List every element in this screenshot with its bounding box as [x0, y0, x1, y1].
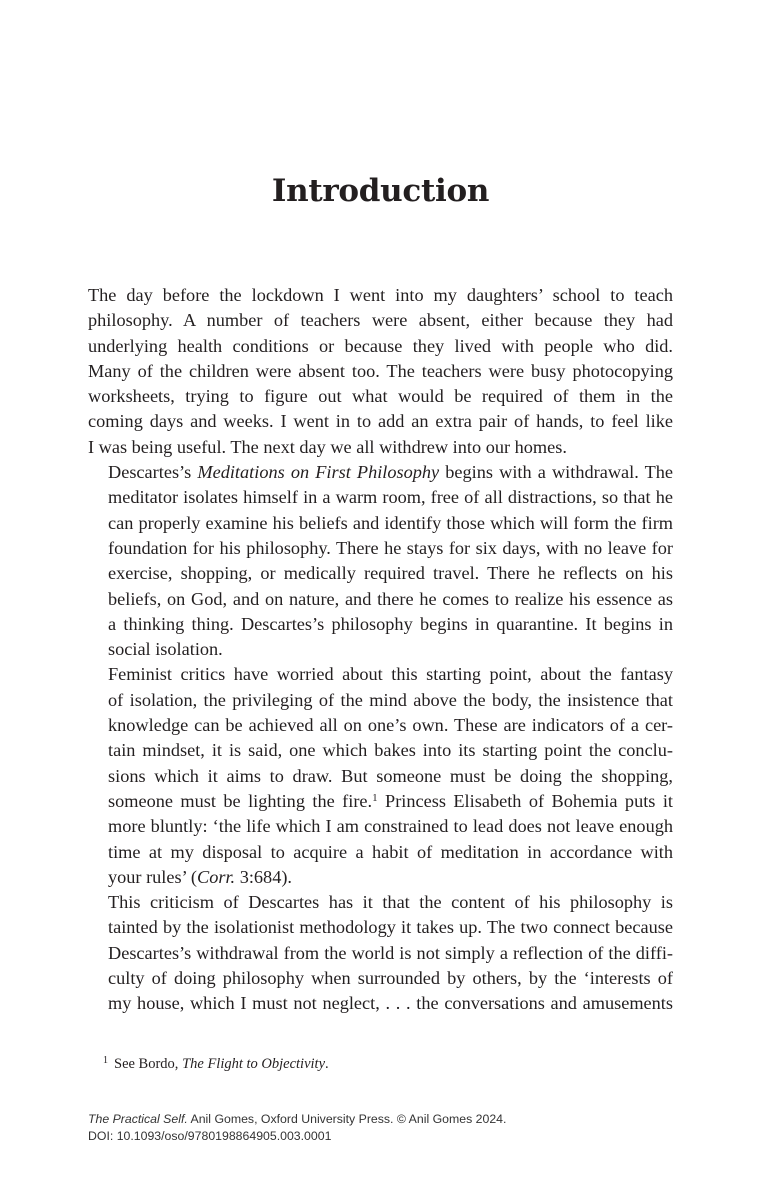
- imprint-citation-line: [88, 1111, 688, 1128]
- footnote-text: .: [325, 1056, 329, 1072]
- text-line: tain mindset, it is said, one which bakes into its starting point the conclu-: [108, 740, 673, 761]
- imprint-doi[interactable]: DOI: 10.1093/oso/9780198864905.003.0001: [88, 1129, 332, 1143]
- book-title-italic: Meditations on First Philosophy: [197, 462, 440, 483]
- text-line: knowledge can be achieved all on one’s own. These are indicators of a cer-: [108, 715, 673, 736]
- text-run: Princess Elisabeth of Bohemia puts it: [377, 790, 673, 811]
- text-line: social isolation.: [108, 639, 223, 660]
- text-line: Descartes’s withdrawal from the world is not simply a reflection of the diffi-: [108, 942, 673, 963]
- text-line: meditator isolates himself in a warm room, free of all distractions, so that he: [108, 487, 673, 508]
- text-line: culty of doing philosophy when surrounded by others, by the ‘interests of: [108, 968, 673, 989]
- text-line: [88, 460, 673, 485]
- text-line: time at my disposal to acquire a habit of meditation in accordance with: [108, 841, 673, 862]
- text-line: I was being useful. The next day we all withdrew into our homes.: [88, 436, 567, 457]
- text-line: my house, which I must not neglect, . . . the conversations and amusements: [108, 993, 673, 1014]
- text-line: can properly examine his beliefs and identify those which will form the firm: [108, 512, 673, 533]
- text-line: Many of the children were absent too. The teachers were busy photocopying: [88, 360, 673, 381]
- text-line: sions which it aims to draw. But someone must be doing the shopping,: [108, 765, 673, 786]
- footnote: [103, 1051, 663, 1074]
- text-run: 3:684).: [235, 866, 292, 887]
- text-run: your rules’ (: [108, 866, 198, 887]
- footnote-book-title: The Flight to Objectivity: [182, 1056, 326, 1072]
- text-line: foundation for his philosophy. There he stays for six days, with no leave for: [108, 537, 673, 558]
- text-line: a thinking thing. Descartes’s philosophy begins in quarantine. It begins in: [108, 613, 673, 634]
- paragraph-3: [88, 662, 673, 890]
- text-line: [88, 789, 673, 814]
- body-text: [88, 283, 673, 1017]
- footnote-reference[interactable]: 1: [372, 791, 378, 804]
- text-line: tainted by the isolationist methodology it takes up. The two connect because: [108, 917, 673, 938]
- text-line: beliefs, on God, and on nature, and there he comes to realize his essence as: [108, 588, 673, 609]
- imprint: [88, 1111, 688, 1145]
- citation-italic: Corr.: [197, 866, 236, 887]
- text-line: Feminist critics have worried about this starting point, about the fantasy: [108, 664, 673, 685]
- text-line: worksheets, trying to figure out what would be required of them in the: [88, 386, 673, 407]
- text-line: coming days and weeks. I went in to add an extra pair of hands, to feel like: [88, 411, 673, 432]
- text-line: exercise, shopping, or medically required travel. There he reflects on his: [108, 563, 673, 584]
- paragraph-1: [88, 283, 673, 460]
- text-run: begins with a withdrawal. The: [439, 462, 673, 483]
- paragraph-2: [88, 460, 673, 662]
- imprint-book-title: The Practical Self.: [88, 1112, 188, 1126]
- text-line: of isolation, the privileging of the mind above the body, the insistence that: [108, 689, 673, 710]
- text-line: [88, 865, 673, 890]
- text-line: underlying health conditions or because they lived with people who did.: [88, 335, 673, 356]
- footnote-text: See Bordo,: [114, 1056, 183, 1072]
- text-line: The day before the lockdown I went into my daughters’ school to teach: [88, 285, 673, 305]
- text-line: philosophy. A number of teachers were absent, either because they had: [88, 310, 673, 331]
- text-run: Descartes’s: [108, 462, 198, 483]
- footnote-number: 1: [103, 1055, 108, 1066]
- paragraph-4: [88, 890, 673, 1016]
- text-line: more bluntly: ‘the life which I am constrained to lead does not leave enough: [108, 816, 673, 837]
- text-run: someone must be lighting the fire.: [108, 790, 373, 811]
- text-line: This criticism of Descartes has it that the content of his philosophy is: [108, 892, 673, 913]
- imprint-citation: Anil Gomes, Oxford University Press. © Anil Gomes 2024.: [187, 1112, 507, 1126]
- chapter-title: Introduction: [271, 173, 490, 209]
